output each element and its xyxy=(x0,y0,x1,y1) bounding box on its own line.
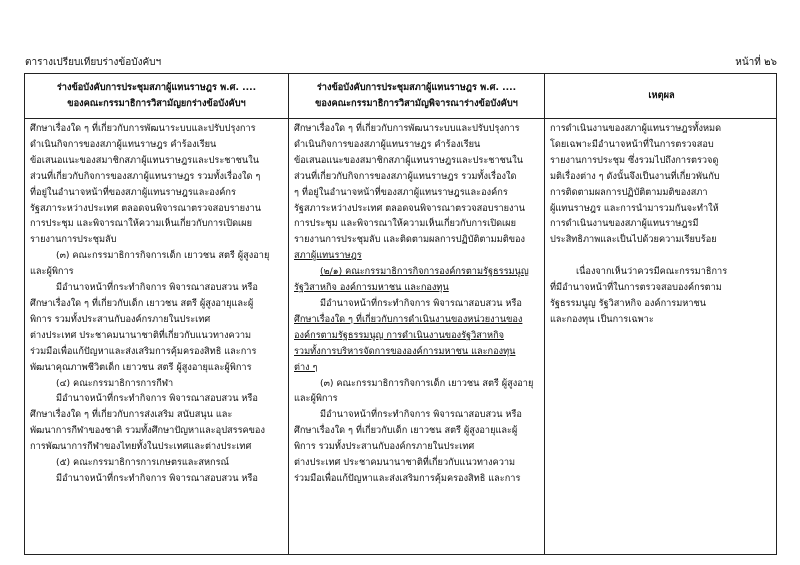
text-line: ข้อเสนอแนะของสมาชิกสภาผู้แทนราษฎรและประชาชนใน xyxy=(30,154,259,166)
column-review-committee xyxy=(289,74,545,554)
text-line: การประชุม และพิจารณาให้ความเห็นเกี่ยวกับการเปิดเผย xyxy=(294,218,516,230)
page-number: หน้าที่ ๒๖ xyxy=(735,57,777,68)
column-header-line2: ของคณะกรรมาธิการวิสามัญยกร่างข้อบังคับฯ xyxy=(67,98,246,109)
column-header xyxy=(545,74,777,119)
text-line: โดยเฉพาะมีอำนาจหน้าที่ในการตรวจสอบ xyxy=(550,138,714,150)
column-body xyxy=(545,119,777,328)
text-line-amended: รวมทั้งการบริหารจัดการขององค์การมหาชน และกองทุน xyxy=(294,345,516,357)
text-line: การดำเนินงานของสภาผู้แทนราษฎรทั้งหมด xyxy=(550,123,722,134)
text-line: พัฒนาคุณภาพชีวิตเด็ก เยาวชน สตรี ผู้สูงอายุและผู้พิการ xyxy=(30,361,252,373)
text-line: ดำเนินกิจการของสภาผู้แทนราษฎร คำร้องเรียน xyxy=(30,138,217,150)
column-drafting-committee xyxy=(25,74,289,554)
text-line: รายงานการประชุมลับ xyxy=(30,234,117,246)
column-header-line1: ร่างข้อบังคับการประชุมสภาผู้แทนราษฎร พ.ศ. .... xyxy=(316,82,517,93)
text-line: ต่างประเทศ ประชาคมนานาชาติที่เกี่ยวกับแนวทางความ xyxy=(30,329,252,341)
text-line-amended: รัฐวิสาหกิจ องค์การมหาชน และกองทุน xyxy=(294,282,449,294)
text-line-amended: ศึกษาเรื่องใด ๆ ที่เกี่ยวกับการดำเนินงานของหน่วยงานของ xyxy=(294,313,523,325)
text-line: รัฐสภาระหว่างประเทศ ตลอดจนพิจารณาตรวจสอบรายงาน xyxy=(30,202,261,214)
text-line: มีอำนาจหน้าที่กระทำกิจการ พิจารณาสอบสวน หรือ xyxy=(56,472,258,484)
text-line-amended: (๒/๑) คณะกรรมาธิการกิจการองค์กรตามรัฐธรรมนูญ xyxy=(320,266,529,278)
text-line: ที่มีอำนาจหน้าที่ในการตรวจสอบองค์กรตาม xyxy=(550,282,722,294)
text-line: ประสิทธิภาพและเป็นไปด้วยความเรียบร้อย xyxy=(550,234,717,246)
text-line: (๔) คณะกรรมาธิการการกีฬา xyxy=(56,377,174,389)
text-line: ดำเนินกิจการของสภาผู้แทนราษฎร คำร้องเรียน xyxy=(294,138,481,150)
text-line: รัฐธรรมนูญ รัฐวิสาหกิจ องค์การมหาชน xyxy=(550,298,707,310)
text-line-amended: สภาผู้แทนราษฎร xyxy=(294,250,362,262)
column-body xyxy=(25,119,288,487)
text-line: ส่วนที่เกี่ยวกับกิจการของสภาผู้แทนราษฎร รวมทั้งเรื่องใด ๆ xyxy=(30,170,261,182)
text-line: ข้อเสนอแนะของสมาชิกสภาผู้แทนราษฎรและประชาชนใน xyxy=(294,154,523,166)
text-line: มีอำนาจหน้าที่กระทำกิจการ พิจารณาสอบสวน หรือ xyxy=(320,409,522,421)
text-line: รัฐสภาระหว่างประเทศ ตลอดจนพิจารณาตรวจสอบรายงาน xyxy=(294,202,525,214)
text-line: เนื่องจากเห็นว่าควรมีคณะกรรมาธิการ xyxy=(576,266,728,278)
text-line: ๆ ที่อยู่ในอำนาจหน้าที่ของสภาผู้แทนราษฎรและองค์กร xyxy=(294,186,508,198)
page-header xyxy=(0,0,800,70)
text-line: การดำเนินงานของสภาผู้แทนราษฎรมี xyxy=(550,218,699,230)
column-body xyxy=(289,119,544,487)
text-line: พัฒนาการกีฬาของชาติ รวมทั้งศึกษาปัญหาและอุปสรรคของ xyxy=(30,425,265,437)
text-line: ศึกษาเรื่องใด ๆ ที่เกี่ยวกับเด็ก เยาวชน สตรี ผู้สูงอายุและผู้ xyxy=(30,297,254,309)
text-line: มีอำนาจหน้าที่กระทำกิจการ พิจารณาสอบสวน หรือ xyxy=(320,297,522,309)
text-line: มีอำนาจหน้าที่กระทำกิจการ พิจารณาสอบสวน หรือ xyxy=(56,282,258,294)
text-line: ผู้แทนราษฎร และการนำมารวมกันจะทำให้ xyxy=(550,202,719,214)
text-line: ที่อยู่ในอำนาจหน้าที่ของสภาผู้แทนราษฎรและองค์กร xyxy=(30,186,236,198)
text-line-amended: ต่าง ๆ xyxy=(294,361,318,373)
text-line: รายงานการประชุมลับ และติดตามผลการปฏิบัติตามมติของ xyxy=(294,234,525,246)
text-line: ศึกษาเรื่องใด ๆ ที่เกี่ยวกับเด็ก เยาวชน สตรี ผู้สูงอายุและผู้ xyxy=(294,425,518,437)
text-line: ร่วมมือเพื่อแก้ปัญหาและส่งเสริมการคุ้มครองสิทธิ และการ xyxy=(294,472,521,484)
text-line: (๓) คณะกรรมาธิการกิจการเด็ก เยาวชน สตรี ผู้สูงอายุ xyxy=(56,250,270,262)
text-line: ศึกษาเรื่องใด ๆ ที่เกี่ยวกับการพัฒนาระบบและปรับปรุงการ xyxy=(294,123,520,134)
text-line: มีอำนาจหน้าที่กระทำกิจการ พิจารณาสอบสวน หรือ xyxy=(56,393,258,405)
column-header-line1: เหตุผล xyxy=(648,90,675,101)
text-line: ร่วมมือเพื่อแก้ปัญหาและส่งเสริมการคุ้มครองสิทธิ และการ xyxy=(30,345,257,357)
text-line: (๕) คณะกรรมาธิการการเกษตรและสหกรณ์ xyxy=(56,457,230,469)
text-line: รายงานการประชุม ซึ่งรวมไปถึงการตรวจดู xyxy=(550,154,719,166)
text-line: พิการ รวมทั้งประสานกับองค์กรภายในประเทศ xyxy=(294,441,475,453)
text-line: และผู้พิการ xyxy=(294,393,338,405)
document-title: ตารางเปรียบเทียบร่างข้อบังคับฯ xyxy=(25,57,162,68)
text-line: ส่วนที่เกี่ยวกับกิจการของสภาผู้แทนราษฎร รวมทั้งเรื่องใด xyxy=(294,170,517,182)
column-header xyxy=(25,74,288,119)
comparison-table xyxy=(24,73,777,555)
text-line: ต่างประเทศ ประชาคมนานาชาติที่เกี่ยวกับแนวทางความ xyxy=(294,457,516,469)
column-header-line1: ร่างข้อบังคับการประชุมสภาผู้แทนราษฎร พ.ศ. .... xyxy=(56,82,257,93)
text-line: และผู้พิการ xyxy=(30,266,74,278)
text-line: (๓) คณะกรรมาธิการกิจการเด็ก เยาวชน สตรี ผู้สูงอายุ xyxy=(320,377,534,389)
text-line-amended: องค์กรตามรัฐธรรมนูญ การดำเนินงานของรัฐวิสาหกิจ xyxy=(294,329,505,341)
text-line: การติดตามผลการปฏิบัติตามมติของสภา xyxy=(550,186,708,198)
column-header-line2: ของคณะกรรมาธิการวิสามัญพิจารณาร่างข้อบังคับฯ xyxy=(315,98,518,109)
text-line: ศึกษาเรื่องใด ๆ ที่เกี่ยวกับการส่งเสริม สนับสนุน และ xyxy=(30,409,233,421)
column-reasons xyxy=(545,74,777,554)
text-line: มติเรื่องต่าง ๆ ดังนั้นจึงเป็นงานที่เกี่ยวพันกับ xyxy=(550,170,720,182)
text-line: การประชุม และพิจารณาให้ความเห็นเกี่ยวกับการเปิดเผย xyxy=(30,218,252,230)
text-line: และกองทุน เป็นการเฉพาะ xyxy=(550,313,654,325)
text-line: การพัฒนาการกีฬาของไทยทั้งในประเทศและต่างประเทศ xyxy=(30,441,252,453)
text-line: พิการ รวมทั้งประสานกับองค์กรภายในประเทศ xyxy=(30,313,211,325)
column-header xyxy=(289,74,544,119)
text-line: ศึกษาเรื่องใด ๆ ที่เกี่ยวกับการพัฒนาระบบและปรับปรุงการ xyxy=(30,123,256,134)
